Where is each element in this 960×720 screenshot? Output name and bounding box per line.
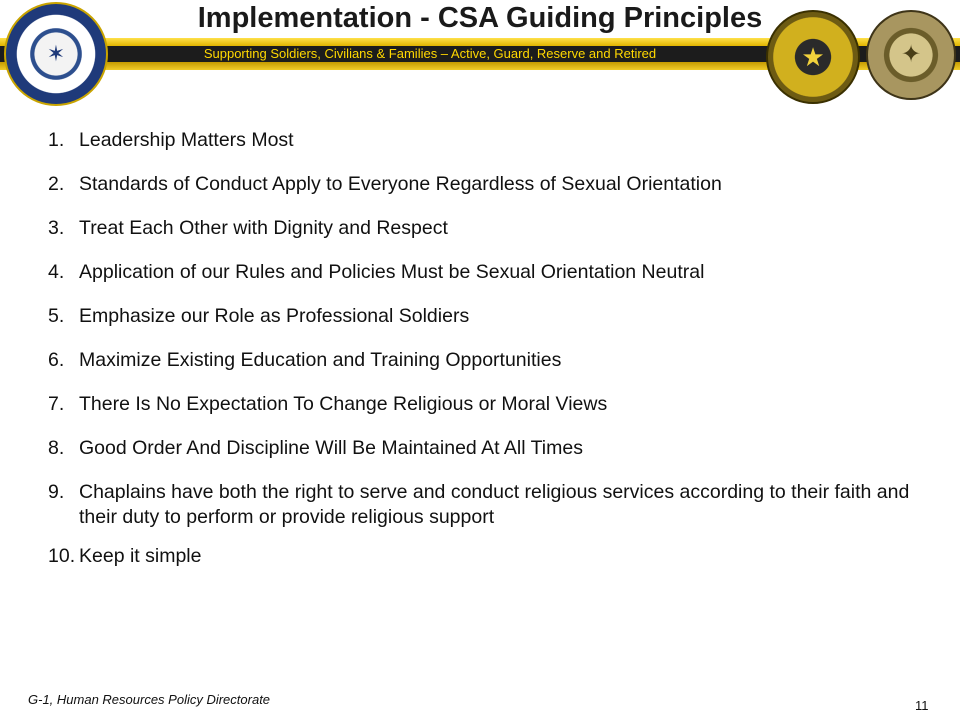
list-item-text: Keep it simple [79,545,202,567]
list-item-text: Treat Each Other with Dignity and Respect [79,217,448,239]
slide-header [0,0,960,110]
eagle-seal-icon: ✦ [866,10,956,100]
g1-seal-icon: ★ [766,10,860,104]
list-item-text: Good Order And Discipline Will Be Maintained At All Times [79,437,583,459]
list-item-text: Standards of Conduct Apply to Everyone Regardless of Sexual Orientation [79,173,722,195]
list-item-number: 7. [48,393,65,415]
list-item [48,216,928,241]
list-item-number: 5. [48,305,65,327]
slide-subtitle: Supporting Soldiers, Civilians & Families – Active, Guard, Reserve and Retired [203,46,657,61]
footer-organization: G-1, Human Resources Policy Directorate [28,692,271,707]
list-item [48,544,928,569]
list-item [48,480,928,530]
list-item [48,172,928,197]
list-item [48,304,928,329]
list-item-text: Leadership Matters Most [79,129,294,151]
principles-list [48,128,928,588]
page-number: 11 [915,698,929,713]
list-item-number: 10. [48,545,76,567]
list-item-number: 4. [48,261,65,283]
list-item-text: Chaplains have both the right to serve and conduct religious services according to their faith and their duty to perform or provide religious support [79,481,910,528]
list-item-text: Maximize Existing Education and Training Opportunities [79,349,562,371]
list-item-number: 8. [48,437,65,459]
list-item-number: 2. [48,173,65,195]
list-item [48,348,928,373]
list-item-text: There Is No Expectation To Change Religious or Moral Views [79,393,608,415]
list-item-text: Emphasize our Role as Professional Soldiers [79,305,470,327]
list-item-number: 6. [48,349,65,371]
slide-title: Implementation - CSA Guiding Principles [197,2,763,34]
army-seal-icon: ✶ [4,2,108,106]
list-item-number: 9. [48,481,65,503]
list-item-number: 3. [48,217,65,239]
list-item [48,260,928,285]
list-item [48,436,928,461]
list-item-text: Application of our Rules and Policies Must be Sexual Orientation Neutral [79,261,705,283]
list-item [48,128,928,153]
list-item-number: 1. [48,129,65,151]
list-item [48,392,928,417]
